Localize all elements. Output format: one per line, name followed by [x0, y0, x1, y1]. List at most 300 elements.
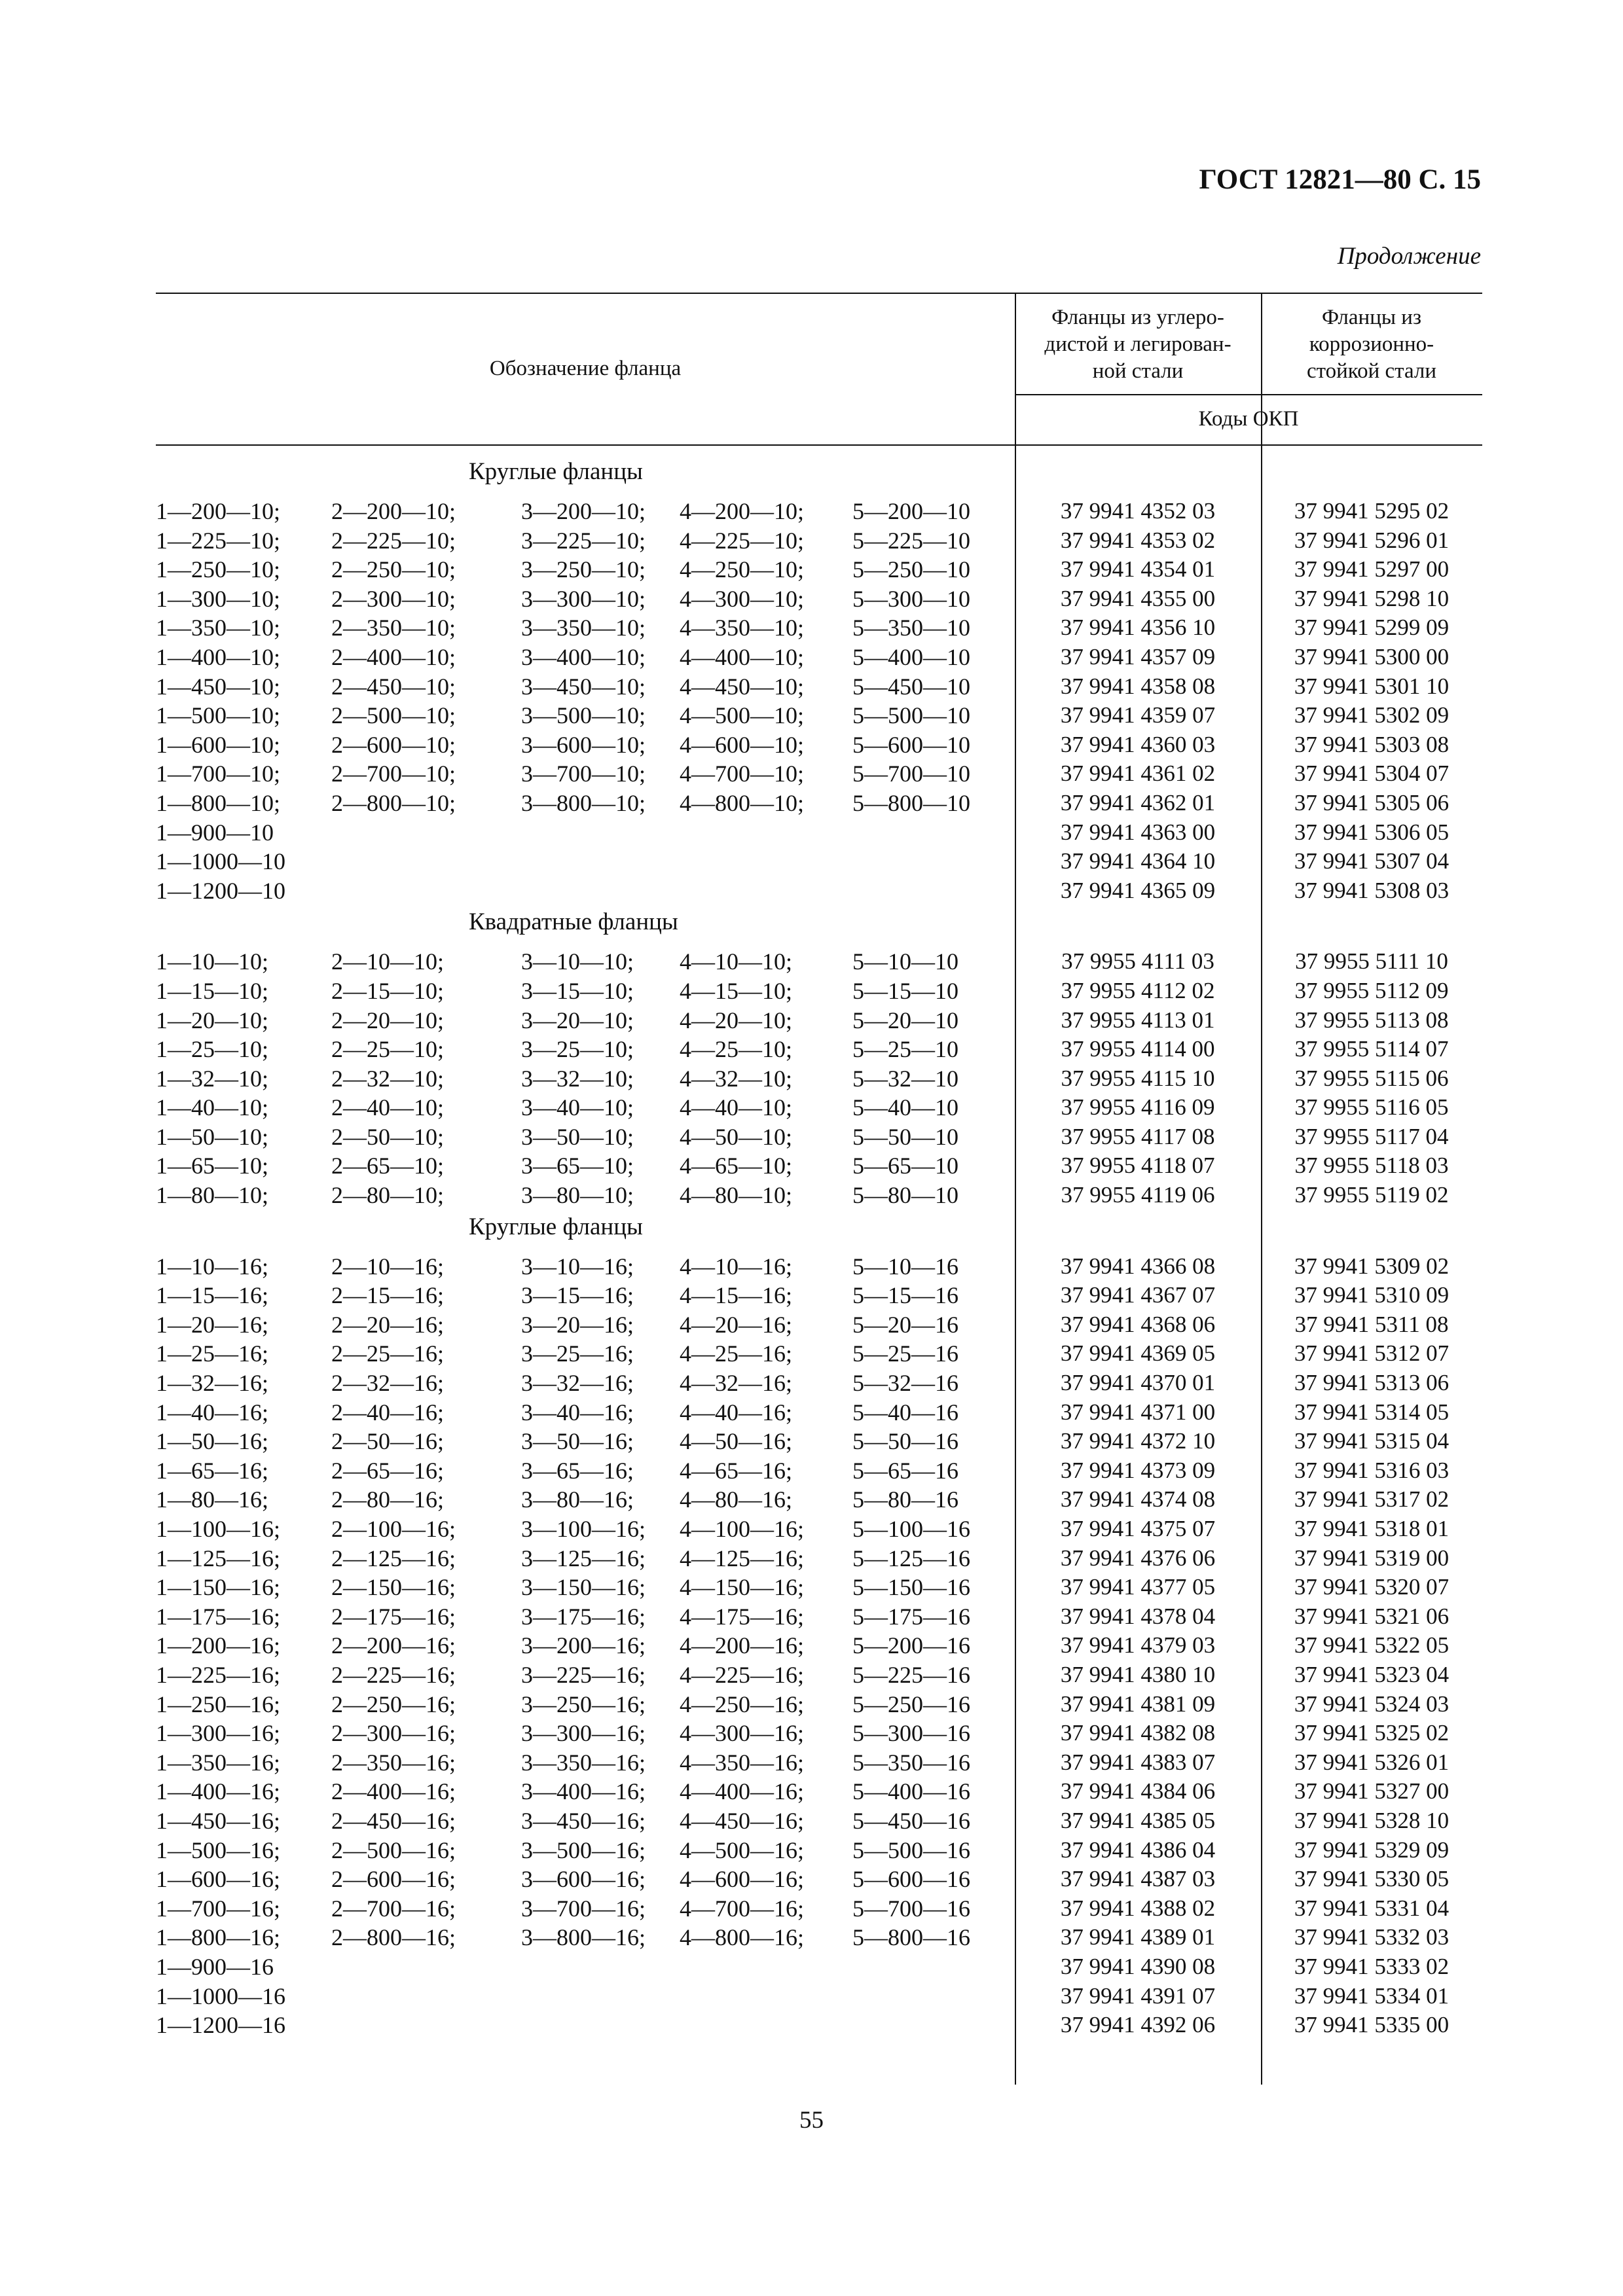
stainless-steel-code: 37 9941 5325 02 [1294, 1720, 1450, 1746]
designation-cell: 4—300—16; [680, 1720, 805, 1747]
table-row [156, 1602, 1482, 1632]
stainless-steel-code: 37 9955 5118 03 [1294, 1153, 1449, 1179]
designation-cell: 4—125—16; [680, 1545, 805, 1571]
designation-cell: 4—40—10; [680, 1094, 793, 1121]
designation-cell: 2—25—16; [331, 1340, 445, 1367]
designation-cell: 1—200—10; [156, 498, 281, 524]
designation-cell: 1—300—10; [156, 585, 281, 612]
designation-cell: 1—10—16; [156, 1253, 269, 1280]
table-row [156, 1485, 1482, 1515]
carbon-steel-code: 37 9941 4381 09 [1060, 1691, 1216, 1717]
designation-cell: 2—500—10; [331, 702, 456, 729]
designation-cell: 3—200—16; [521, 1632, 646, 1659]
designation-cell: 2—300—16; [331, 1720, 456, 1747]
designation-cell: 2—225—10; [331, 527, 456, 554]
designation-cell: 2—250—10; [331, 556, 456, 583]
table-row [156, 1806, 1482, 1836]
designation-cell: 2—10—16; [331, 1253, 445, 1280]
designation-cell: 3—450—10; [521, 673, 646, 700]
designation-cell: 5—25—16 [852, 1340, 958, 1367]
carbon-steel-code: 37 9941 4391 07 [1060, 1982, 1216, 2009]
table-row [156, 1982, 1482, 2011]
table-row [156, 1836, 1482, 1865]
stainless-steel-code: 37 9941 5308 03 [1294, 877, 1450, 903]
stainless-steel-code: 37 9941 5306 05 [1294, 819, 1450, 845]
designation-cell: 5—400—10 [852, 643, 970, 670]
designation-cell: 2—65—10; [331, 1153, 445, 1179]
designation-cell: 5—40—16 [852, 1399, 958, 1426]
designation-cell: 5—250—10 [852, 556, 970, 583]
table-row [156, 1777, 1482, 1806]
designation-cell: 5—80—16 [852, 1486, 958, 1513]
carbon-steel-code: 37 9955 4112 02 [1061, 977, 1215, 1003]
carbon-steel-code: 37 9941 4385 05 [1060, 1807, 1216, 1833]
carbon-steel-code: 37 9941 4379 03 [1060, 1632, 1216, 1659]
designation-cell: 5—40—10 [852, 1094, 958, 1121]
page-number: 55 [799, 2107, 824, 2134]
designation-cell: 5—450—10 [852, 673, 970, 700]
designation-cell: 2—125—16; [331, 1545, 456, 1571]
designation-cell: 1—800—16; [156, 1924, 281, 1951]
designation-cell: 5—200—10 [852, 498, 970, 524]
table-row [156, 947, 1482, 977]
designation-cell: 2—450—10; [331, 673, 456, 700]
designation-cell: 3—400—16; [521, 1778, 646, 1805]
designation-cell: 5—20—16 [852, 1311, 958, 1338]
designation-cell: 3—300—10; [521, 585, 646, 612]
stainless-steel-code: 37 9941 5302 09 [1294, 702, 1450, 728]
designation-cell: 4—25—10; [680, 1036, 793, 1063]
table-row [156, 701, 1482, 730]
table-row [156, 1573, 1482, 1602]
carbon-steel-code: 37 9941 4382 08 [1060, 1720, 1216, 1746]
designation-cell: 2—80—10; [331, 1182, 445, 1209]
carbon-steel-code: 37 9941 4377 05 [1060, 1574, 1216, 1600]
designation-cell: 3—15—16; [521, 1282, 634, 1309]
stainless-steel-code: 37 9941 5295 02 [1294, 498, 1450, 524]
table-row [156, 1122, 1482, 1152]
carbon-steel-code: 37 9941 4362 01 [1060, 789, 1216, 816]
designation-cell: 2—100—16; [331, 1516, 456, 1542]
designation-cell: 3—10—16; [521, 1253, 634, 1280]
stainless-steel-code: 37 9941 5331 04 [1294, 1895, 1450, 1921]
designation-cell: 2—175—16; [331, 1603, 456, 1630]
table-row [156, 730, 1482, 760]
designation-cell: 1—500—16; [156, 1837, 281, 1863]
stainless-steel-code: 37 9941 5299 09 [1294, 615, 1450, 641]
designation-cell: 5—175—16 [852, 1603, 970, 1630]
stainless-steel-code: 37 9941 5329 09 [1294, 1837, 1450, 1863]
designation-cell: 1—300—16; [156, 1720, 281, 1747]
flange-codes-table [156, 293, 1482, 2085]
designation-cell: 1—80—10; [156, 1182, 269, 1209]
table-row [156, 1064, 1482, 1094]
designation-cell: 5—15—10 [852, 977, 958, 1004]
designation-cell: 5—225—16 [852, 1661, 970, 1688]
designation-cell: 3—40—10; [521, 1094, 634, 1121]
designation-cell: 3—50—10; [521, 1123, 634, 1150]
designation-cell: 2—200—16; [331, 1632, 456, 1659]
stainless-steel-code: 37 9941 5310 09 [1294, 1282, 1450, 1308]
table-body [156, 444, 1482, 2040]
stainless-steel-code: 37 9941 5330 05 [1294, 1866, 1450, 1892]
table-row [156, 526, 1482, 556]
designation-cell: 1—600—16; [156, 1866, 281, 1893]
designation-cell: 1—450—16; [156, 1807, 281, 1834]
designation-cell: 3—32—16; [521, 1370, 634, 1397]
designation-cell: 1—350—16; [156, 1749, 281, 1776]
table-row [156, 1035, 1482, 1064]
table-row [156, 1006, 1482, 1035]
carbon-steel-code: 37 9941 4386 04 [1060, 1837, 1216, 1863]
designation-cell: 2—20—10; [331, 1007, 445, 1033]
designation-cell: 3—350—10; [521, 615, 646, 641]
stainless-steel-code: 37 9941 5327 00 [1294, 1778, 1450, 1804]
carbon-steel-code: 37 9941 4374 08 [1060, 1486, 1216, 1513]
designation-cell: 2—15—10; [331, 977, 445, 1004]
stainless-steel-code: 37 9955 5116 05 [1294, 1094, 1449, 1121]
designation-cell: 1—250—16; [156, 1691, 281, 1717]
designation-cell: 5—800—10 [852, 789, 970, 816]
designation-cell: 5—500—10 [852, 702, 970, 729]
carbon-steel-code: 37 9955 4111 03 [1061, 948, 1214, 975]
designation-cell: 1—250—10; [156, 556, 281, 583]
table-row [156, 643, 1482, 672]
designation-cell: 1—50—16; [156, 1428, 269, 1455]
carbon-steel-code: 37 9941 4378 04 [1060, 1603, 1216, 1629]
stainless-steel-code: 37 9941 5298 10 [1294, 585, 1450, 611]
table-row [156, 1456, 1482, 1486]
stainless-steel-code: 37 9941 5326 01 [1294, 1749, 1450, 1775]
page-header-title: ГОСТ 12821—80 С. 15 [1199, 164, 1481, 195]
table-row [156, 1923, 1482, 1952]
designation-cell: 4—15—16; [680, 1282, 793, 1309]
designation-cell: 2—600—16; [331, 1866, 456, 1893]
designation-cell: 3—25—10; [521, 1036, 634, 1063]
designation-cell: 2—65—16; [331, 1457, 445, 1484]
designation-cell: 5—32—16 [852, 1370, 958, 1397]
table-row [156, 1339, 1482, 1369]
designation-cell: 4—600—10; [680, 731, 805, 758]
designation-cell: 1—50—10; [156, 1123, 269, 1150]
table-row [156, 1093, 1482, 1122]
designation-cell: 4—400—10; [680, 643, 805, 670]
designation-cell: 3—200—10; [521, 498, 646, 524]
carbon-steel-code: 37 9941 4356 10 [1060, 615, 1216, 641]
designation-cell: 3—800—16; [521, 1924, 646, 1951]
designation-cell: 5—225—10 [852, 527, 970, 554]
stainless-steel-code: 37 9941 5297 00 [1294, 556, 1450, 583]
designation-cell: 3—80—10; [521, 1182, 634, 1209]
table-row [156, 876, 1482, 906]
stainless-steel-code: 37 9941 5301 10 [1294, 673, 1450, 699]
table-row [156, 1660, 1482, 1690]
carbon-steel-code: 37 9941 4360 03 [1060, 731, 1216, 757]
designation-cell: 1—32—10; [156, 1065, 269, 1092]
stainless-steel-code: 37 9941 5318 01 [1294, 1516, 1450, 1541]
designation-cell: 4—80—16; [680, 1486, 793, 1513]
designation-cell: 2—800—16; [331, 1924, 456, 1951]
table-row [156, 1281, 1482, 1310]
carbon-steel-code: 37 9941 4352 03 [1060, 498, 1216, 524]
stainless-steel-code: 37 9955 5115 06 [1294, 1065, 1449, 1091]
carbon-steel-code: 37 9941 4354 01 [1060, 556, 1216, 583]
designation-cell: 4—10—10; [680, 948, 793, 975]
designation-cell: 5—20—10 [852, 1007, 958, 1033]
designation-cell: 2—32—16; [331, 1370, 445, 1397]
designation-cell: 5—500—16 [852, 1837, 970, 1863]
designation-cell: 3—50—16; [521, 1428, 634, 1455]
designation-cell: 3—450—16; [521, 1807, 646, 1834]
carbon-steel-code: 37 9941 4392 06 [1060, 2012, 1216, 2038]
designation-cell: 1—225—10; [156, 527, 281, 554]
stainless-steel-code: 37 9941 5334 01 [1294, 1982, 1450, 2009]
carbon-steel-code: 37 9941 4383 07 [1060, 1749, 1216, 1775]
designation-cell: 5—700—10 [852, 761, 970, 787]
stainless-steel-code: 37 9955 5119 02 [1294, 1182, 1449, 1208]
table-row [156, 1398, 1482, 1427]
designation-cell: 5—450—16 [852, 1807, 970, 1834]
stainless-steel-code: 37 9941 5315 04 [1294, 1428, 1450, 1454]
table-row [156, 1894, 1482, 1924]
designation-cell: 4—20—16; [680, 1311, 793, 1338]
carbon-steel-code: 37 9955 4117 08 [1061, 1123, 1215, 1149]
designation-cell: 3—225—10; [521, 527, 646, 554]
designation-cell: 3—20—10; [521, 1007, 634, 1033]
carbon-steel-code: 37 9941 4367 07 [1060, 1282, 1216, 1308]
designation-cell: 1—400—16; [156, 1778, 281, 1805]
designation-cell: 4—200—10; [680, 498, 805, 524]
table-row [156, 818, 1482, 848]
designation-cell: 3—80—16; [521, 1486, 634, 1513]
carbon-steel-code: 37 9941 4364 10 [1060, 848, 1216, 874]
designation-cell: 4—32—10; [680, 1065, 793, 1092]
designation-cell: 2—50—16; [331, 1428, 445, 1455]
stainless-steel-code: 37 9941 5323 04 [1294, 1661, 1450, 1687]
designation-cell: 1—10—10; [156, 948, 269, 975]
table-row [156, 497, 1482, 526]
designation-cell: 3—65—10; [521, 1153, 634, 1179]
stainless-steel-code: 37 9941 5312 07 [1294, 1340, 1450, 1367]
table-row [156, 759, 1482, 789]
designation-cell: 3—125—16; [521, 1545, 646, 1571]
designation-cell: 5—800—16 [852, 1924, 970, 1951]
designation-cell: 4—15—10; [680, 977, 793, 1004]
designation-cell: 5—80—10 [852, 1182, 958, 1209]
designation-cell: 4—50—16; [680, 1428, 793, 1455]
designation-cell: 3—500—16; [521, 1837, 646, 1863]
header-designation [156, 293, 1015, 444]
designation-cell: 2—300—10; [331, 585, 456, 612]
designation-cell: 1—1000—16 [156, 1982, 285, 2009]
designation-cell: 3—600—16; [521, 1866, 646, 1893]
stainless-steel-code: 37 9941 5324 03 [1294, 1691, 1450, 1717]
designation-cell: 4—800—16; [680, 1924, 805, 1951]
carbon-steel-code: 37 9941 4369 05 [1060, 1340, 1216, 1367]
designation-cell: 2—25—10; [331, 1036, 445, 1063]
table-row [156, 1865, 1482, 1894]
designation-cell: 3—15—10; [521, 977, 634, 1004]
stainless-steel-code: 37 9941 5311 08 [1294, 1311, 1449, 1337]
stainless-steel-code: 37 9955 5113 08 [1294, 1007, 1449, 1033]
designation-cell: 4—225—10; [680, 527, 805, 554]
carbon-steel-code: 37 9941 4376 06 [1060, 1545, 1216, 1571]
stainless-steel-code: 37 9941 5307 04 [1294, 848, 1450, 874]
carbon-steel-code: 37 9941 4373 09 [1060, 1457, 1216, 1483]
designation-cell: 5—25—10 [852, 1036, 958, 1063]
designation-cell: 2—225—16; [331, 1661, 456, 1688]
designation-cell: 5—65—10 [852, 1153, 958, 1179]
designation-cell: 4—65—16; [680, 1457, 793, 1484]
designation-cell: 2—250—16; [331, 1691, 456, 1717]
designation-cell: 4—350—16; [680, 1749, 805, 1776]
designation-cell: 1—600—10; [156, 731, 281, 758]
designation-cell: 4—20—10; [680, 1007, 793, 1033]
designation-cell: 1—65—10; [156, 1153, 269, 1179]
designation-cell: 2—400—10; [331, 643, 456, 670]
designation-cell: 3—250—16; [521, 1691, 646, 1717]
table-row [156, 1690, 1482, 1719]
carbon-steel-code: 37 9941 4363 00 [1060, 819, 1216, 845]
designation-cell: 4—250—16; [680, 1691, 805, 1717]
designation-cell: 4—300—10; [680, 585, 805, 612]
designation-cell: 3—300—16; [521, 1720, 646, 1747]
designation-cell: 1—500—10; [156, 702, 281, 729]
carbon-steel-code: 37 9941 4368 06 [1060, 1311, 1216, 1337]
carbon-steel-code: 37 9941 4370 01 [1060, 1370, 1216, 1396]
table-row [156, 847, 1482, 876]
designation-cell: 5—700—16 [852, 1895, 970, 1922]
designation-cell: 1—20—16; [156, 1311, 269, 1338]
designation-cell: 2—80—16; [331, 1486, 445, 1513]
table-row [156, 977, 1482, 1006]
carbon-steel-code: 37 9941 4357 09 [1060, 643, 1216, 670]
designation-cell: 5—50—10 [852, 1123, 958, 1150]
carbon-steel-code: 37 9941 4358 08 [1060, 673, 1216, 699]
designation-cell: 2—700—16; [331, 1895, 456, 1922]
designation-cell: 1—900—10 [156, 819, 274, 846]
header-stainless-steel: Фланцы из коррозионно- стойкой стали [1306, 306, 1437, 383]
carbon-steel-code: 37 9941 4371 00 [1060, 1399, 1216, 1425]
designation-cell: 5—200—16 [852, 1632, 970, 1659]
designation-cell: 3—350—16; [521, 1749, 646, 1776]
stainless-steel-code: 37 9941 5313 06 [1294, 1370, 1450, 1396]
designation-cell: 3—800—10; [521, 789, 646, 816]
table-row [156, 1252, 1482, 1282]
carbon-steel-code: 37 9941 4388 02 [1060, 1895, 1216, 1921]
designation-cell: 4—80—10; [680, 1182, 793, 1209]
designation-cell: 5—300—16 [852, 1720, 970, 1747]
designation-cell: 4—225—16; [680, 1661, 805, 1688]
designation-cell: 2—700—10; [331, 761, 456, 787]
carbon-steel-code: 37 9955 4119 06 [1061, 1182, 1215, 1208]
designation-cell: 1—80—16; [156, 1486, 269, 1513]
header-okp-codes: Коды ОКП [1198, 407, 1299, 431]
designation-cell: 3—400—10; [521, 643, 646, 670]
carbon-steel-code: 37 9941 4384 06 [1060, 1778, 1216, 1804]
designation-cell: 4—600—16; [680, 1866, 805, 1893]
designation-cell: 3—175—16; [521, 1603, 646, 1630]
designation-cell: 1—800—10; [156, 789, 281, 816]
designation-cell: 4—100—16; [680, 1516, 805, 1542]
section-title: Квадратные фланцы [469, 908, 678, 936]
designation-cell: 1—1200—16 [156, 2012, 285, 2039]
designation-cell: 1—200—16; [156, 1632, 281, 1659]
stainless-steel-code: 37 9941 5305 06 [1294, 789, 1450, 816]
header-carbon-steel: Фланцы из углеро- дистой и легирован- ной стали [1044, 306, 1231, 383]
designation-cell: 5—100—16 [852, 1516, 970, 1542]
designation-cell: 1—175—16; [156, 1603, 281, 1630]
table-row [156, 789, 1482, 818]
designation-cell: 1—40—16; [156, 1399, 269, 1426]
designation-cell: 4—250—10; [680, 556, 805, 583]
designation-cell: 2—200—10; [331, 498, 456, 524]
designation-cell: 3—100—16; [521, 1516, 646, 1542]
stainless-steel-code: 37 9941 5332 03 [1294, 1924, 1450, 1950]
designation-cell: 4—65—10; [680, 1153, 793, 1179]
carbon-steel-code: 37 9955 4114 00 [1061, 1036, 1215, 1062]
designation-cell: 5—300—10 [852, 585, 970, 612]
carbon-steel-code: 37 9941 4389 01 [1060, 1924, 1216, 1950]
table-row [156, 1952, 1482, 1982]
designation-cell: 1—40—10; [156, 1094, 269, 1121]
table-row [156, 672, 1482, 702]
table-row [156, 1719, 1482, 1748]
designation-cell: 1—350—10; [156, 615, 281, 641]
designation-cell: 4—25—16; [680, 1340, 793, 1367]
designation-cell: 5—125—16 [852, 1545, 970, 1571]
designation-cell: 3—40—16; [521, 1399, 634, 1426]
table-row [156, 555, 1482, 584]
table-row [156, 1515, 1482, 1544]
designation-cell: 1—700—16; [156, 1895, 281, 1922]
designation-cell: 4—350—10; [680, 615, 805, 641]
designation-cell: 2—400—16; [331, 1778, 456, 1805]
stainless-steel-code: 37 9941 5314 05 [1294, 1399, 1450, 1425]
designation-cell: 2—32—10; [331, 1065, 445, 1092]
table-row [156, 1151, 1482, 1181]
stainless-steel-code: 37 9941 5322 05 [1294, 1632, 1450, 1659]
designation-cell: 3—225—16; [521, 1661, 646, 1688]
table-row [156, 1748, 1482, 1778]
stainless-steel-code: 37 9955 5112 09 [1294, 977, 1449, 1003]
designation-cell: 3—500—10; [521, 702, 646, 729]
carbon-steel-code: 37 9955 4118 07 [1061, 1153, 1215, 1179]
designation-cell: 2—350—10; [331, 615, 456, 641]
designation-cell: 2—15—16; [331, 1282, 445, 1309]
table-row [156, 1310, 1482, 1340]
stainless-steel-code: 37 9941 5296 01 [1294, 527, 1450, 553]
designation-cell: 3—150—16; [521, 1574, 646, 1601]
designation-cell: 1—65—16; [156, 1457, 269, 1484]
carbon-steel-code: 37 9941 4355 00 [1060, 585, 1216, 611]
carbon-steel-code: 37 9941 4387 03 [1060, 1866, 1216, 1892]
designation-cell: 5—50—16 [852, 1428, 958, 1455]
designation-cell: 4—32—16; [680, 1370, 793, 1397]
header-designation-text: Обозначение фланца [489, 357, 682, 380]
designation-cell: 4—175—16; [680, 1603, 805, 1630]
designation-cell: 2—40—10; [331, 1094, 445, 1121]
designation-cell: 1—15—10; [156, 977, 269, 1004]
designation-cell: 1—1000—10 [156, 848, 285, 875]
designation-cell: 5—600—10 [852, 731, 970, 758]
designation-cell: 2—10—10; [331, 948, 445, 975]
designation-cell: 4—150—16; [680, 1574, 805, 1601]
designation-cell: 1—20—10; [156, 1007, 269, 1033]
designation-cell: 3—700—10; [521, 761, 646, 787]
stainless-steel-code: 37 9955 5111 10 [1295, 948, 1448, 975]
stainless-steel-code: 37 9941 5319 00 [1294, 1545, 1450, 1571]
